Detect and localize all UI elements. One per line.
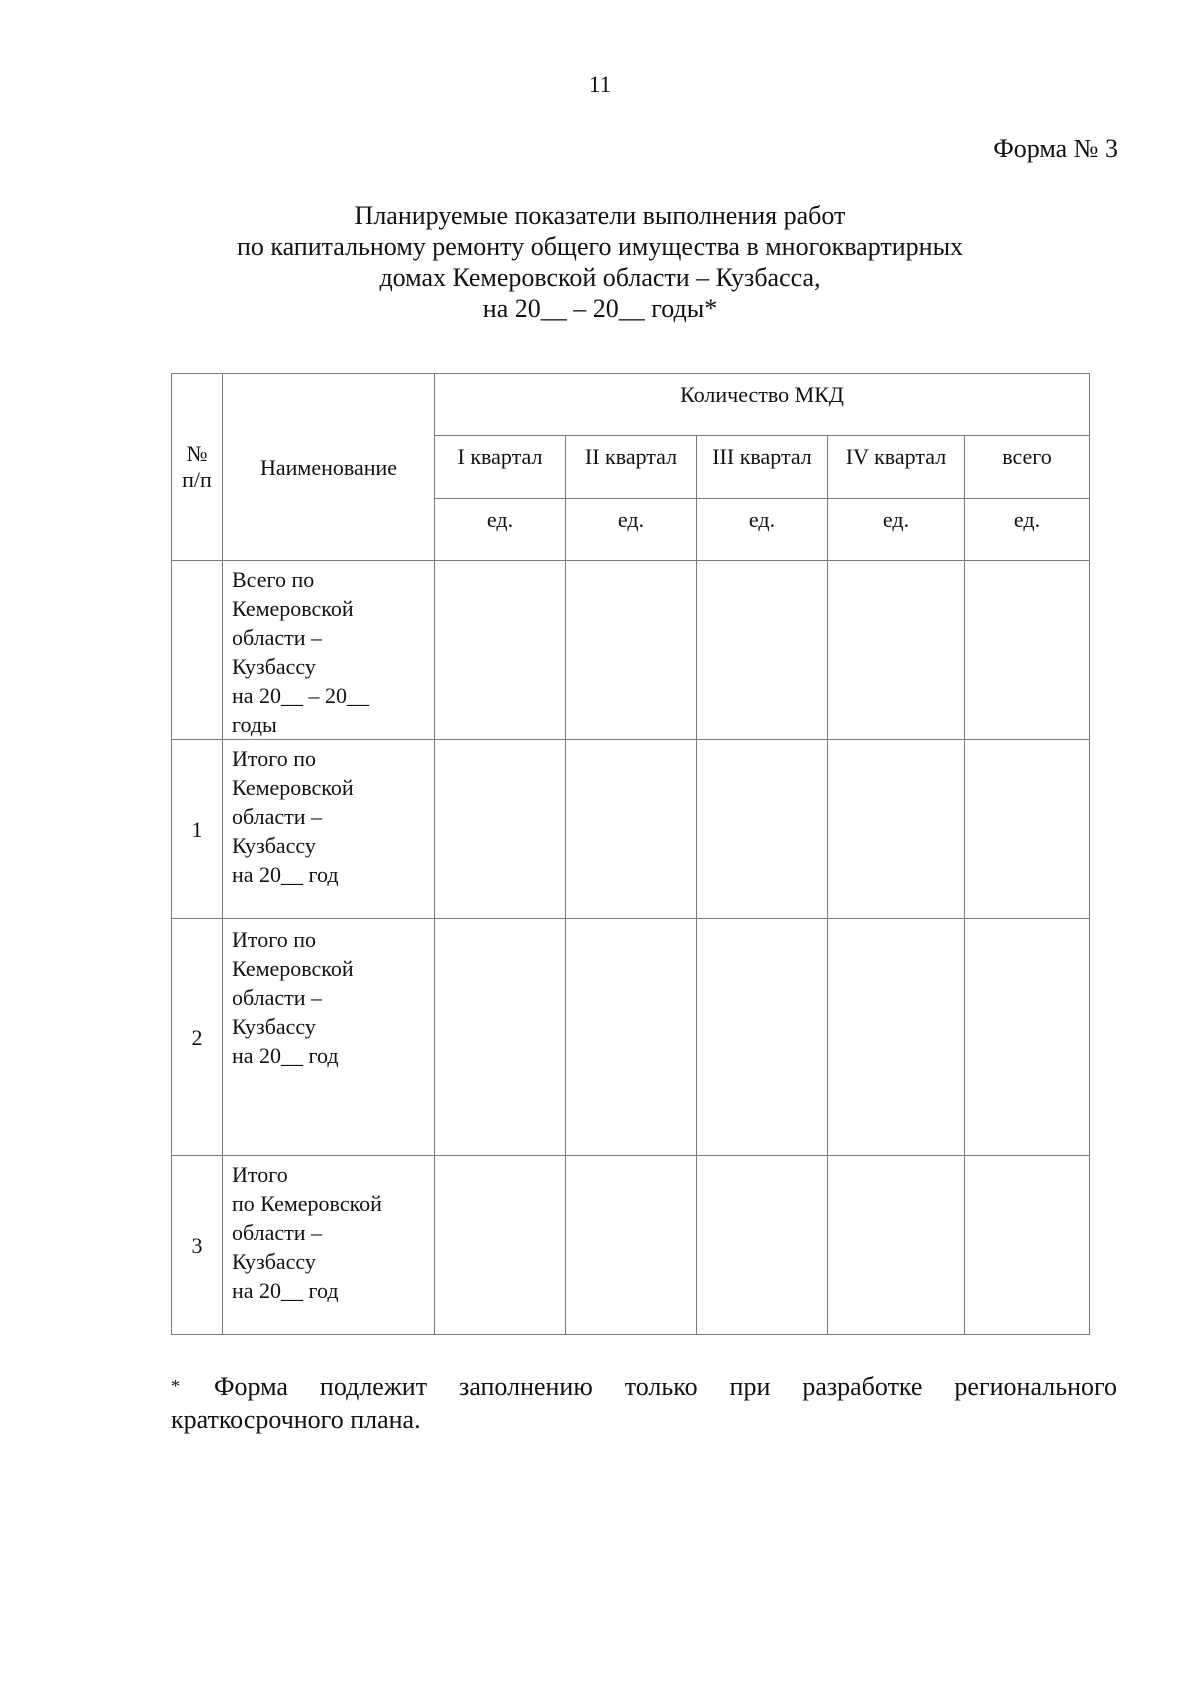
header-name: Наименование [223, 374, 435, 561]
unit-cell: ед. [435, 499, 566, 561]
data-cell[interactable] [697, 561, 828, 740]
header-quarter: I квартал [435, 436, 566, 499]
unit-cell: ед. [566, 499, 697, 561]
form-label: Форма № 3 [993, 134, 1118, 163]
row-num: 3 [172, 1156, 223, 1335]
data-cell[interactable] [828, 919, 965, 1156]
data-cell[interactable] [435, 1156, 566, 1335]
unit-cell: ед. [828, 499, 965, 561]
unit-cell: ед. [697, 499, 828, 561]
indicators-table [171, 373, 1090, 1335]
data-cell[interactable] [697, 1156, 828, 1335]
table-row [172, 740, 1090, 919]
header-quarter: II квартал [566, 436, 697, 499]
row-num: 1 [172, 740, 223, 919]
header-total: всего [965, 436, 1090, 499]
row-name: Итого по Кемеровской области – Кузбассу на 20__ год [223, 919, 435, 1156]
data-cell[interactable] [435, 919, 566, 1156]
data-cell[interactable] [566, 1156, 697, 1335]
header-quarter: III квартал [697, 436, 828, 499]
unit-cell: ед. [965, 499, 1090, 561]
table-row [172, 561, 1090, 740]
data-cell[interactable] [965, 1156, 1090, 1335]
data-cell[interactable] [566, 740, 697, 919]
title-line: на 20__ – 20__ годы* [482, 294, 718, 323]
data-cell[interactable] [828, 1156, 965, 1335]
title-line: Планируемые показатели выполнения работ [354, 201, 846, 230]
row-num: 2 [172, 919, 223, 1156]
header-quarter: IV квартал [828, 436, 965, 499]
data-cell[interactable] [828, 561, 965, 740]
data-cell[interactable] [828, 740, 965, 919]
table-row [172, 919, 1090, 1156]
data-cell[interactable] [965, 919, 1090, 1156]
footnote [171, 1370, 1117, 1436]
data-cell[interactable] [566, 919, 697, 1156]
table-row [172, 1156, 1090, 1335]
footnote-text: Форма подлежит заполнению только при разработке регионального [214, 1372, 1117, 1401]
data-cell[interactable] [697, 919, 828, 1156]
row-num [172, 561, 223, 740]
data-cell[interactable] [435, 740, 566, 919]
row-name: Итого по Кемеровской области – Кузбассу на 20__ год [223, 1156, 435, 1335]
header-group: Количество МКД [435, 374, 1090, 436]
row-name: Итого по Кемеровской области – Кузбассу на 20__ год [223, 740, 435, 919]
data-cell[interactable] [697, 740, 828, 919]
footnote-line: краткосрочного плана. [171, 1405, 421, 1434]
data-cell[interactable] [435, 561, 566, 740]
title-line: по капитальному ремонту общего имущества в многоквартирных [236, 232, 964, 261]
document-title [0, 200, 1200, 324]
row-name: Всего по Кемеровской области – Кузбассу на 20__ – 20__ годы [223, 561, 435, 740]
data-cell[interactable] [965, 561, 1090, 740]
footnote-line [171, 1370, 1117, 1403]
data-cell[interactable] [566, 561, 697, 740]
header-num: № п/п [172, 374, 223, 561]
page-number: 11 [588, 72, 612, 97]
data-cell[interactable] [965, 740, 1090, 919]
title-line: домах Кемеровской области – Кузбасса, [379, 263, 821, 292]
footnote-star: * [171, 1376, 180, 1396]
